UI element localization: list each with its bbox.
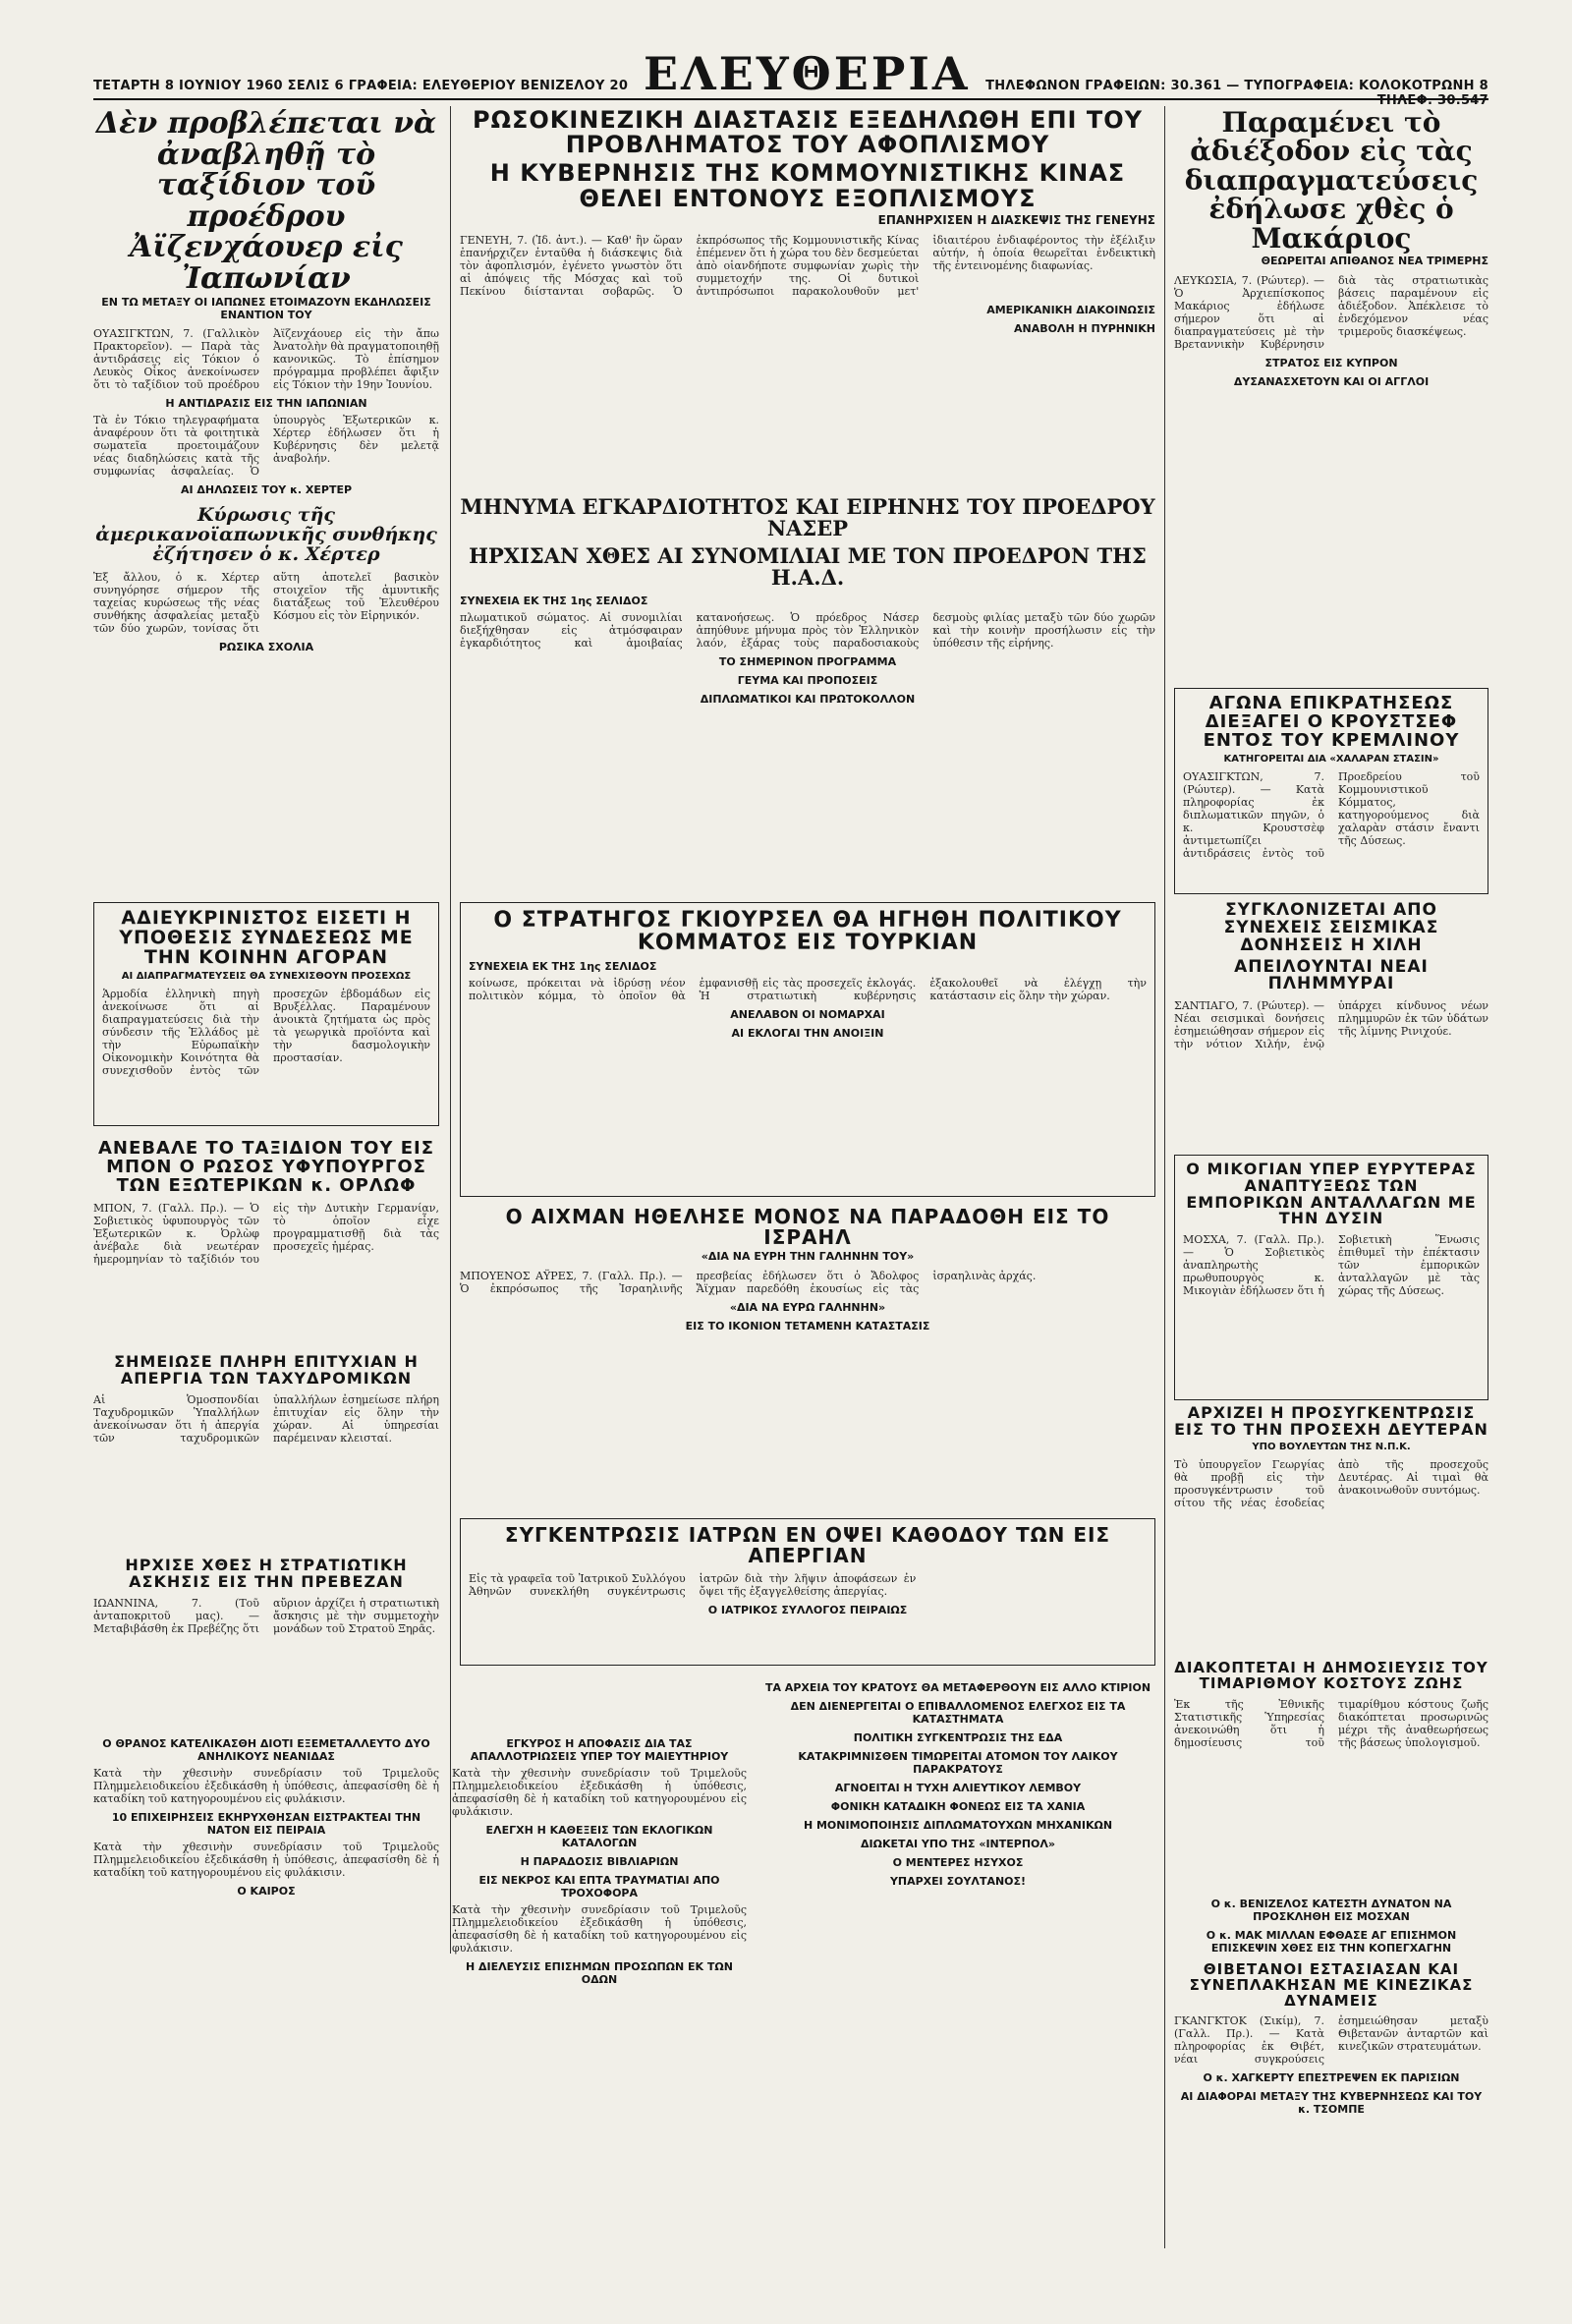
story-body: Εἰς τὰ γραφεῖα τοῦ Ἰατρικοῦ Συλλόγου Ἀθηνῶν συνεκλήθη συγκέντρωσις ἰατρῶν διὰ τὴν λῆψιν ἀποφάσεων ἐν ὄψει τῆς ἐξαγγελθείσης ἀπεργίας. [469,1572,917,1598]
brief-heading: ΤΑ ΑΡΧΕΙΑ ΤΟΥ ΚΡΑΤΟΥΣ ΘΑ ΜΕΤΑΦΕΡΘΟΥΝ ΕΙΣ ΑΛΛΟ ΚΤΙΡΙΟΝ [764,1681,1151,1694]
subheadline: «ΔΙΑ ΝΑ ΕΥΡΗ ΤΗΝ ΓΑΛΗΝΗΝ ΤΟΥ» [701,1250,915,1263]
story-body: ΟΥΑΣΙΓΚΤΩΝ, 7. (Ρώυτερ). — Κατὰ πληροφορίας ἐκ διπλωματικῶν πηγῶν, ὁ κ. Κρουστσὲφ ἀντιμετωπίζει ἀντιδράσεις ἐντὸς τοῦ Προεδρείου τοῦ Κομμουνιστικοῦ Κόμματος, κατηγορούμενος διὰ χαλαρὰν στάσιν ἔναντι τῆς Δύσεως. [1183,770,1480,861]
brief-heading: ΔΙΩΚΕΤΑΙ ΥΠΟ ΤΗΣ «ΙΝΤΕΡΠΟΛ» [861,1838,1055,1850]
date-line: ΤΕΤΑΡΤΗ 8 ΙΟΥΝΙΟΥ 1960 ΣΕΛΙΣ 6 ΓΡΑΦΕΙΑ: ΕΛΕΥΘΕΡΙΟΥ ΒΕΝΙΖΕΛΟΥ 20 [93,79,629,93]
headline: ΑΡΧΙΖΕΙ Η ΠΡΟΣΥΓΚΕΝΤΡΩΣΙΣ ΕΙΣ ΤΟ ΤΗΝ ΠΡΟΣΕΧΗ ΔΕΥΤΕΡΑΝ [1174,1405,1488,1439]
story-khrushchev [1174,688,1488,894]
section-heading: ΣΤΡΑΤΟΣ ΕΙΣ ΚΥΠΡΟΝ [1264,356,1398,369]
brief-heading: Ο κ. ΜΑΚ ΜΙΛΛΑΝ ΕΦΘΑΣΕ ΑΓ ΕΠΙΣΗΜΟΝ ΕΠΙΣΚΕΨΙΝ ΧΘΕΣ ΕΙΣ ΤΗΝ ΚΟΠΕΓΧΑΓΗΝ [1206,1929,1457,1955]
headline: ΣΥΓΚΛΟΝΙΖΕΤΑΙ ΑΠΟ ΣΥΝΕΧΕΙΣ ΣΕΙΣΜΙΚΑΣ ΔΟΝΗΣΕΙΣ Η ΧΙΛΗ [1223,902,1439,955]
briefs-right [1174,1892,1488,2314]
brief-body: Κατὰ τὴν χθεσινὴν συνεδρίασιν τοῦ Τριμελοῦς Πλημμελειοδικείου ἐξεδικάσθη ἡ ὑπόθεσις, ἀπεφασίσθη δὲ ἡ καταδίκη τοῦ κατηγορουμένου εἰς φυλάκισιν. [452,1767,747,1818]
story-body: ΟΥΑΣΙΓΚΤΩΝ, 7. (Γαλλικὸν Πρακτορεῖον). — Παρὰ τὰς ἀντιδράσεις εἰς Τόκιον ὁ Λευκὸς Οἶκος ἀνεκοίνωσεν ὅτι τὸ ταξίδιον τοῦ προέδρου Ἀϊζενχάουερ εἰς τὴν ἄπω Ἀνατολὴν θὰ πραγματοποιηθῇ κανονικῶς. Τὸ ἐπίσημον πρόγραμμα προβλέπει ἄφιξιν εἰς Τόκιον τὴν 19ην Ἰουνίου. [93,327,439,392]
headline-2: Η ΚΥΒΕΡΝΗΣΙΣ ΤΗΣ ΚΟΜΜΟΥΝΙΣΤΙΚΗΣ ΚΙΝΑΣ ΘΕΛΕΙ ΕΝΤΟΝΟΥΣ ΕΞΟΠΛΙΣΜΟΥΣ [489,159,1126,212]
story-doctors [460,1518,1155,1666]
brief-heading: Η ΠΑΡΑΔΟΣΙΣ ΒΙΒΛΙΑΡΙΩΝ [520,1855,679,1868]
story-body: ΜΟΣΧΑ, 7. (Γαλλ. Πρ.). — Ὁ Σοβιετικὸς ἀναπληρωτὴς πρωθυπουργὸς κ. Μικογιὰν ἐδήλωσεν ὅτι ἡ Σοβιετικὴ Ἕνωσις ἐπιθυμεῖ τὴν ἐπέκτασιν τῶν ἐμπορικῶν ἀνταλλαγῶν μὲ τὰς χώρας τῆς Δύσεως. [1183,1233,1480,1298]
section-heading: ΑΝΑΒΟΛΗ Η ΠΥΡΗΝΙΚΗ [1013,321,1155,335]
brief-heading: Η ΔΙΕΛΕΥΣΙΣ ΕΠΙΣΗΜΩΝ ΠΡΟΣΩΠΩΝ ΕΚ ΤΩΝ ΟΔΩΝ [466,1960,733,1986]
story-nasser [460,496,1155,889]
brief-heading: ΕΛΕΓΧΗ Η ΚΑΘΕΞΕΙΣ ΤΩΝ ΕΚΛΟΓΙΚΩΝ ΚΑΤΑΛΟΓΩΝ [485,1824,713,1849]
brief-heading: Ο ΚΑΙΡΟΣ [237,1885,296,1898]
story-body: Αἱ Ὁμοσπονδίαι Ταχυδρομικῶν Ὑπαλλήλων ἀνεκοίνωσαν ὅτι ἡ ἀπεργία τῶν ταχυδρομικῶν ὑπαλλήλων ἐσημείωσε πλήρη ἐπιτυχίαν εἰς ὅλην τὴν χώραν. Αἱ ὑπηρεσίαι παρέμειναν κλεισταί. [93,1392,439,1445]
briefs-left [93,1731,439,2321]
story-body: κοίνωσε, πρόκειται νὰ ἱδρύσῃ νέον πολιτικὸν κόμμα, τὸ ὁποῖον θὰ ἐμφανισθῇ εἰς τὰς προσεχεῖς ἐκλογάς. Ἡ στρατιωτικὴ κυβέρνησις ἐξακολουθεῖ νὰ ἐλέγχῃ τὴν κατάστασιν εἰς ὅλην τὴν χώραν. [469,977,1147,1003]
story-orlov [93,1140,439,1346]
column-divider [450,106,451,1954]
subheadline: ΑΙ ΔΙΑΠΡΑΓΜΑΤΕΥΣΕΙΣ ΘΑ ΣΥΝΕΧΙΣΘΟΥΝ ΠΡΟΣΕΧΩΣ [121,970,412,982]
headline: ΑΔΙΕΥΚΡΙΝΙΣΤΟΣ ΕΙΣΕΤΙ Η ΥΠΟΘΕΣΙΣ ΣΥΝΔΕΣΕΩΣ ΜΕ ΤΗΝ ΚΟΙΝΗΝ ΑΓΟΡΑΝ [119,907,414,968]
story-body: ΜΠΟΥΕΝΟΣ ΑΫΡΕΣ, 7. (Γαλλ. Πρ.). — Ὁ ἐκπρόσωπος τῆς Ἰσραηλινῆς πρεσβείας ἐδήλωσεν ὅτι ὁ Ἄδολφος Ἄϊχμαν παρεδόθη ἑκουσίως εἰς τὰς ἰσραηλινὰς ἀρχάς. [460,1269,1037,1295]
section-heading: ΕΙΣ ΤΟ ΙΚΟΝΙΟΝ ΤΕΤΑΜΕΝΗ ΚΑΤΑΣΤΑΣΙΣ [685,1319,930,1332]
story-body: πλωματικοῦ σώματος. Αἱ συνομιλίαι διεξήχθησαν εἰς ἀτμόσφαιραν ἐγκαρδιότητος καὶ ἀμοιβαίας κατανοήσεως. Ὁ πρόεδρος Νάσερ ἀπηύθυνε μήνυμα πρὸς τὸν Ἑλληνικὸν λαόν, ἐξάρας τοὺς παραδοσιακοὺς δεσμοὺς φιλίας μεταξὺ τῶν δύο χωρῶν καὶ τὴν κοινὴν προσήλωσιν εἰς τὴν ὑπόθεσιν τῆς εἰρήνης. [460,611,1155,651]
brief-heading: ΚΑΤΑΚΡΙΜΝΙΣΘΕΝ ΤΙΜΩΡΕΙΤΑΙ ΑΤΟΜΟΝ ΤΟΥ ΛΑΙΚΟΥ ΠΑΡΑΚΡΑΤΟΥΣ [798,1750,1118,1776]
story-russo-china [460,108,1155,491]
headline: ΘΙΒΕΤΑΝΟΙ ΕΣΤΑΣΙΑΣΑΝ ΚΑΙ ΣΥΝΕΠΛΑΚΗΣΑΝ ΜΕ ΚΙΝΕΖΙΚΑΣ ΔΥΝΑΜΕΙΣ [1189,1960,1474,2010]
story-eichmann [460,1207,1155,1511]
section-heading: ΤΟ ΣΗΜΕΡΙΝΟΝ ΠΡΟΓΡΑΜΜΑ [718,655,897,669]
headline: ΑΓΩΝΑ ΕΠΙΚΡΑΤΗΣΕΩΣ ΔΙΕΞΑΓΕΙ Ο ΚΡΟΥΣΤΣΕΦ ΕΝΤΟΣ ΤΟΥ ΚΡΕΜΛΙΝΟΥ [1203,693,1460,751]
headline: Δὲν πρoβλέπεται νὰ ἀναβληθῇ τὸ ταξίδιον τοῦ προέδρου Ἀϊζενχάουερ εἰς Ἰαπωνίαν [95,108,437,296]
brief-heading: ΕΓΚΥΡΟΣ Η ΑΠΟΦΑΣΙΣ ΔΙΑ ΤΑΣ ΑΠΑΛΛΟΤΡΙΩΣΕΙΣ ΥΠΕΡ ΤΟΥ ΜΑΙΕΥΤΗΡΙΟΥ [470,1737,729,1763]
headline: Ο ΑΙΧΜΑΝ ΗΘΕΛΗΣΕ ΜΟΝΟΣ ΝΑ ΠΑΡΑΔΟΘΗ ΕΙΣ ΤΟ ΙΣΡΑΗΛ [505,1207,1110,1249]
section-heading: ΑΙ ΕΚΛΟΓΑΙ ΤΗΝ ΑΝΟΙΞΙΝ [731,1027,884,1041]
story-body: ΙΩΑΝΝΙΝΑ, 7. (Τοῦ ἀνταποκριτοῦ μας). — Μεταβιβάσθη ἐκ Πρεβέζης ὅτι αὔριον ἀρχίζει ἡ στρατιωτικὴ ἄσκησις μὲ τὴν συμμετοχὴν μονάδων τοῦ Στρατοῦ Ξηρᾶς. [93,1596,439,1635]
story-body: Τὸ ὑπουργεῖον Γεωργίας θὰ προβῇ εἰς τὴν προσυγκέντρωσιν τοῦ σίτου τῆς νέας ἐσοδείας ἀπὸ τῆς προσεχοῦς Δευτέρας. Αἱ τιμαὶ θὰ ἀνακοινωθοῦν συντόμως. [1174,1458,1488,1510]
story-body: Ἁρμοδία ἑλληνικὴ πηγὴ ἀνεκοίνωσε ὅτι αἱ διαπραγματεύσεις διὰ τὴν σύνδεσιν τῆς Ἑλλάδος μὲ τὴν Εὐρωπαϊκὴν Οἰκονομικὴν Κοινότητα θὰ συνεχισθοῦν ἐντὸς τῶν προσεχῶν ἑβδομάδων εἰς Βρυξέλλας. Παραμένουν ἀνοικτὰ ζητήματα ὡς πρὸς τὰ γεωργικὰ προϊόντα καὶ τὴν δασμολογικὴν προστασίαν. [102,988,430,1078]
story-body: ΣΑΝΤΙΑΓΟ, 7. (Ρώυτερ). — Νέαι σεισμικαὶ δονήσεις ἐσημειώθησαν σήμερον εἰς τὴν νότιον Χιλήν, ἐνῷ ὑπάρχει κίνδυνος νέων πλημμυρῶν ἐκ τῶν ὑδάτων τῆς λίμνης Ρινιχούε. [1174,999,1488,1051]
brief-heading: ΑΙ ΔΙΑΦΟΡΑΙ ΜΕΤΑΞΥ ΤΗΣ ΚΥΒΕΡΝΗΣΕΩΣ ΚΑΙ ΤΟΥ κ. ΤΣΟΜΠΕ [1180,2090,1483,2117]
brief-heading: ΔΕΝ ΔΙΕΝΕΡΓΕΙΤΑΙ Ο ΕΠΙΒΑΛΛΟΜΕΝΟΣ ΕΛΕΓΧΟΣ ΕΙΣ ΤΑ ΚΑΤΑΣΤΗΜΑΤΑ [790,1700,1126,1726]
headline: Παραμένει τὸ ἀδιέξοδον εἰς τὰς διαπραγματεύσεις ἐδήλωσε χθὲς ὁ Μακάριος [1184,108,1479,255]
headline-2: ΗΡΧΙΣΑΝ ΧΘΕΣ ΑΙ ΣΥΝΟΜΙΛΙΑΙ ΜΕ ΤΟΝ ΠΡΟΕΔΡΟΝ ΤΗΣ Η.Α.Δ. [469,543,1147,591]
subheadline: ΕΠΑΝΗΡΧΙΣΕΝ Η ΔΙΑΣΚΕΨΙΣ ΤΗΣ ΓΕΝΕΥΗΣ [877,212,1155,227]
subheadline: ΥΠΟ ΒΟΥΛΕΥΤΩΝ ΤΗΣ Ν.Π.Κ. [1252,1441,1411,1452]
brief-heading: Ο κ. ΒΕΝΙΖΕΛΟΣ ΚΑΤΕΣΤΗ ΔΥΝΑΤΟΝ ΝΑ ΠΡΟΣΚΛΗΘΗ ΕΙΣ ΜΟΣΧΑΝ [1210,1898,1452,1923]
section-heading: ΓΕΥΜΑ ΚΑΙ ΠΡΟΠΟΣΕΙΣ [737,674,878,688]
kicker: ΣΥΝΕΧΕΙΑ ΕΚ ΤΗΣ 1ης ΣΕΛΙΔΟΣ [469,960,657,974]
briefs-center-left [452,1731,747,2321]
brief-body: Κατὰ τὴν χθεσινὴν συνεδρίασιν τοῦ Τριμελοῦς Πλημμελειοδικείου ἐξεδικάσθη ἡ ὑπόθεσις, ἀπεφασίσθη δὲ ἡ καταδίκη τοῦ κατηγορουμένου εἰς φυλάκισιν. [93,1767,439,1805]
masthead-rule [93,98,1488,100]
story-body: Ἐξ ἄλλου, ὁ κ. Χέρτερ συνηγόρησε σήμερον τῆς ταχείας κυρώσεως τῆς νέας συνθήκης ἀσφαλείας μεταξὺ τῶν δύο χωρῶν, τονίσας ὅτι αὕτη ἀποτελεῖ βασικὸν στοιχεῖον τῆς ἀμυντικῆς διατάξεως τοῦ Ἐλευθέρου Κόσμου εἰς τὸν Εἰρηνικόν. [93,571,439,636]
section-heading: ΔΥΣΑΝΑΣΧΕΤΟΥΝ ΚΑΙ ΟΙ ΑΓΓΛΟΙ [1233,374,1430,388]
brief-heading: Ο ΜΕΝΤΕΡΕΣ ΗΣΥΧΟΣ [892,1856,1024,1869]
briefs-center [757,1675,1159,2314]
section-heading: «ΔΙΑ ΝΑ ΕΥΡΩ ΓΑΛΗΝΗΝ» [729,1300,886,1314]
section-heading: Ο ΙΑΤΡΙΚΟΣ ΣΥΛΛΟΓΟΣ ΠΕΙΡΑΙΩΣ [707,1604,908,1616]
brief-heading: ΠΟΛΙΤΙΚΗ ΣΥΓΚΕΝΤΡΩΣΙΣ ΤΗΣ ΕΔΑ [853,1731,1063,1744]
story-body: ΛΕΥΚΩΣΙΑ, 7. (Ρώυτερ). — Ὁ Ἀρχιεπίσκοπος Μακάριος ἐδήλωσε σήμερον ὅτι αἱ διαπραγματεύσεις μὲ τὴν Βρεταννικὴν Κυβέρνησιν διὰ τὰς στρατιωτικὰς βάσεις παραμένουν εἰς ἀδιέξοδον. Ἀπέκλεισε τὸ ἐνδεχόμενον νέας τριμεροῦς διασκέψεως. [1174,273,1488,351]
brief-body: Κατὰ τὴν χθεσινὴν συνεδρίασιν τοῦ Τριμελοῦς Πλημμελειοδικείου ἐξεδικάσθη ἡ ὑπόθεσις, ἀπεφασίσθη δὲ ἡ καταδίκη τοῦ κατηγορουμένου εἰς φυλάκισιν. [93,1841,439,1879]
subheadline: ΕΝ ΤΩ ΜΕΤΑΞΥ ΟΙ ΙΑΠΩΝΕΣ ΕΤΟΙΜΑΖΟΥΝ ΕΚΔΗΛΩΣΕΙΣ ΕΝΑΝΤΙΟΝ ΤΟΥ [101,296,431,321]
story-postal [93,1354,439,1551]
story-body: Ἐκ τῆς Ἐθνικῆς Στατιστικῆς Ὑπηρεσίας ἀνεκοινώθη ὅτι ἡ δημοσίευσις τοῦ τιμαρίθμου κόστους ζωῆς διακόπτεται προσωρινῶς μέχρι τῆς ἀναθεωρήσεως τῆς βάσεως ὑπολογισμοῦ. [1174,1697,1488,1749]
story-common-market [93,902,439,1126]
headline: ΣΥΓΚΕΝΤΡΩΣΙΣ ΙΑΤΡΩΝ ΕΝ ΟΨΕΙ ΚΑΘΟΔΟΥ ΤΩΝ ΕΙΣ ΑΠΕΡΓΙΑΝ [504,1523,1111,1567]
phone-line: ΤΗΛΕΦΩΝΟΝ ΓΡΑΦΕΙΩΝ: 30.361 — ΤΥΠΟΓΡΑΦΕΙΑ: ΚΟΛΟΚΟΤΡΩΝΗ 8 ΤΗΛΕΦ. 30.547 [985,79,1488,108]
brief-body: Κατὰ τὴν χθεσινὴν συνεδρίασιν τοῦ Τριμελοῦς Πλημμελειοδικείου ἐξεδικάσθη ἡ ὑπόθεσις, ἀπεφασίσθη δὲ ἡ καταδίκη τοῦ κατηγορουμένου εἰς φυλάκισιν. [452,1903,747,1955]
story-makarios [1174,108,1488,678]
kicker-headline: Κύρωσις τῆς ἀμερικανοϊαπωνικῆς συνθήκης ἐζήτησεν ὁ κ. Χέρτερ [95,504,437,566]
subheadline: ΚΑΤΗΓΟΡΕΙΤΑΙ ΔΙΑ «ΧΑΛΑΡΑΝ ΣΤΑΣΙΝ» [1223,753,1439,765]
section-heading: ΡΩΣΙΚΑ ΣΧΟΛΙΑ [218,641,314,654]
headline: ΗΡΧΙΣΕ ΧΘΕΣ Η ΣΤΡΑΤΙΩΤΙΚΗ ΑΣΚΗΣΙΣ ΕΙΣ ΤΗΝ ΠΡΕΒΕΖΑΝ [125,1558,408,1591]
headline: ΡΩΣΟΚΙΝΕΖΙΚΗ ΔΙΑΣΤΑΣΙΣ ΕΞΕΔΗΛΩΘΗ ΕΠΙ ΤΟΥ ΠΡΟΒΛΗΜΑΤΟΣ ΤΟΥ ΑΦΟΠΛΙΣΜΟΥ [472,108,1143,159]
story-cost-of-living [1174,1661,1488,1887]
kicker: ΣΥΝΕΧΕΙΑ ΕΚ ΤΗΣ 1ης ΣΕΛΙΔΟΣ [460,595,648,608]
column-divider [1164,106,1165,2248]
brief-heading: 10 ΕΠΙΧΕΙΡΗΣΕΙΣ ΕΚΗΡΥΧΘΗΣΑΝ ΕΙΣΤΡΑΚΤΕΑΙ ΤΗΝ ΝΑΤΟΝ ΕΙΣ ΠΕΙΡΑΙΑ [111,1811,421,1837]
story-body: ΓΚΑΝΓΚΤΟΚ (Σικίμ), 7. (Γαλλ. Πρ.). — Κατὰ πληροφορίας ἐκ Θιβέτ, νέαι συγκρούσεις ἐσημειώθησαν μεταξὺ Θιβετανῶν ἀνταρτῶν καὶ κινεζικῶν στρατευμάτων. [1174,2014,1488,2067]
section-heading: Η ΑΝΤΙΔΡΑΣΙΣ ΕΙΣ ΤΗΝ ΙΑΠΩΝΙΑΝ [165,397,367,411]
section-heading: ΑΝΕΛΑΒΟΝ ΟΙ ΝΟΜΑΡΧΑΙ [730,1008,885,1022]
headline: ΑΝΕΒΑΛΕ ΤΟ ΤΑΞΙΔΙΟΝ ΤΟΥ ΕΙΣ ΜΠΟΝ Ο ΡΩΣΟΣ ΥΦΥΠΟΥΡΓΟΣ ΤΩΝ ΕΞΩΤΕΡΙΚΩΝ κ. ΟΡΛΩΦ [98,1140,434,1196]
headline-2: ΑΠΕΙΛΟΥΝΤΑΙ ΝΕΑΙ ΠΛΗΜΜΥΡΑΙ [1234,956,1429,994]
brief-heading: ΕΙΣ ΝΕΚΡΟΣ ΚΑΙ ΕΠΤΑ ΤΡΑΥΜΑΤΙΑΙ ΑΠΟ ΤΡΟΧΟΦΟΡΑ [478,1874,720,1899]
brief-heading: Ο κ. ΧΑΓΚΕΡΤΥ ΕΠΕΣΤΡΕΨΕΝ ΕΚ ΠΑΡΙΣΙΩΝ [1203,2071,1460,2085]
headline: Ο ΣΤΡΑΤΗΓΟΣ ΓΚΙΟΥΡΣΕΛ ΘΑ ΗΓΗΘΗ ΠΟΛΙΤΙΚΟΥ ΚΟΜΜΑΤΟΣ ΕΙΣ ΤΟΥΡΚΙΑΝ [493,908,1122,956]
story-gursel [460,902,1155,1197]
story-body: ΓΕΝΕΥΗ, 7. (Ἰδ. ἀντ.). — Καθ' ἣν ὥραν ἐπανήρχιζεν ἐνταῦθα ἡ διάσκεψις διὰ τὸν ἀφοπλισμόν, ἐγένετο γνωστὸν ὅτι αἱ ἀπόψεις τῆς Μόσχας καὶ τοῦ Πεκίνου διίστανται σοβαρῶς. Ὁ ἐκπρόσωπος τῆς Κομμουνιστικῆς Κίνας ἐπέμενεν ὅτι ἡ χώρα του δὲν δεσμεύεται ἀπὸ οἱανδήποτε συμφωνίαν χωρὶς τὴν συμμετοχήν της. Οἱ δυτικοὶ ἀντιπρόσωποι παρακολουθοῦν μετ' ἰδιαιτέρου ἐνδιαφέροντος τὴν ἐξέλιξιν αὐτήν, ἡ ὁποία θεωρεῖται ἐνδεικτικὴ τῆς ἐντεινομένης διαφωνίας. [460,233,1155,298]
headline: ΜΗΝΥΜΑ ΕΓΚΑΡΔΙΟΤΗΤΟΣ ΚΑΙ ΕΙΡΗΝΗΣ ΤΟΥ ΠΡΟΕΔΡΟΥ ΝΑΣΕΡ [460,496,1155,541]
headline: ΔΙΑΚΟΠΤΕΤΑΙ Η ΔΗΜΟΣΙΕΥΣΙΣ ΤΟΥ ΤΙΜΑΡΙΘΜΟΥ ΚΟΣΤΟΥΣ ΖΩΗΣ [1174,1661,1488,1692]
story-body: ΜΠΟΝ, 7. (Γαλλ. Πρ.). — Ὁ Σοβιετικὸς ὑφυπουργὸς τῶν Ἐξωτερικῶν κ. Ὀρλὼφ ἀνέβαλε διὰ νεωτέραν ἡμερομηνίαν τὸ ταξίδιόν του εἰς τὴν Δυτικὴν Γερμανίαν, τὸ ὁποῖον εἶχε προγραμματισθῇ διὰ τὰς προσεχεῖς ἡμέρας. [93,1201,439,1266]
brief-heading: ΥΠΑΡΧΕΙ ΣΟΥΛΤΑΝΟΣ! [889,1875,1027,1888]
section-heading: ΑΙ ΔΗΛΩΣΕΙΣ ΤΟΥ κ. ΧΕΡΤΕΡ [180,483,353,497]
headline: ΣΗΜΕΙΩΣΕ ΠΛΗΡΗ ΕΠΙΤΥΧΙΑΝ Η ΑΠΕΡΓΙΑ ΤΩΝ ΤΑΧΥΔΡΟΜΙΚΩΝ [114,1354,419,1388]
headline: Ο ΜΙΚΟΓΙΑΝ ΥΠΕΡ ΕΥΡΥΤΕΡΑΣ ΑΝΑΠΤΥΞΕΩΣ ΤΩΝ ΕΜΠΟΡΙΚΩΝ ΑΝΤΑΛΛΑΓΩΝ ΜΕ ΤΗΝ ΔΥΣΙΝ [1186,1160,1477,1228]
story-body: Τὰ ἐν Τόκιο τηλεγραφήματα ἀναφέρουν ὅτι τὰ φοιτητικὰ σωματεῖα προετοιμάζουν νέας διαδηλώσεις κατὰ τῆς συμφωνίας ἀσφαλείας. Ὁ ὑπουργὸς Ἐξωτερικῶν κ. Χέρτερ ἐδήλωσεν ὅτι ἡ Κυβέρνησις δὲν μελετᾷ ἀναβολήν. [93,414,439,479]
story-mikoyan [1174,1155,1488,1400]
brief-heading: ΑΓΝΟΕΙΤΑΙ Η ΤΥΧΗ ΑΛΙΕΥΤΙΚΟΥ ΛΕΜΒΟΥ [834,1782,1082,1794]
story-grain [1174,1405,1488,1651]
section-heading: ΑΜΕΡΙΚΑΝΙΚΗ ΔΙΑΚΟΙΝΩΣΙΣ [986,303,1155,316]
subheadline: ΘΕΩΡΕΙΤΑΙ ΑΠΙΘΑΝΟΣ ΝΕΑ ΤΡΙΜΕΡΗΣ [1261,254,1488,267]
brief-heading: Η ΜΟΝΙΜΟΠΟΙΗΣΙΣ ΔΙΠΛΩΜΑΤΟΥΧΩΝ ΜΗΧΑΝΙΚΩΝ [803,1819,1113,1832]
story-earthquake [1174,902,1488,1148]
story-preveza [93,1558,439,1725]
section-heading: ΔΙΠΛΩΜΑΤΙΚΟΙ ΚΑΙ ΠΡΩΤΟΚΟΛΛΟΝ [700,693,916,707]
brief-heading: ΦΟΝΙΚΗ ΚΑΤΑΔΙΚΗ ΦΟΝΕΩΣ ΕΙΣ ΤΑ ΧΑΝΙΑ [830,1800,1086,1813]
brief-heading: Ο ΘΡΑΝΟΣ ΚΑΤΕΛΙΚΑΣΘΗ ΔΙΟΤΙ ΕΞΕΜΕΤΑΛΛΕΥΤΟ ΔΥΟ ΑΝΗΛΙΚΟΥΣ ΝΕΑΝΙΔΑΣ [102,1737,430,1763]
story-japan [93,108,439,894]
newspaper-title: ΕΛΕΥΘΕΡΙΑ [644,47,971,100]
